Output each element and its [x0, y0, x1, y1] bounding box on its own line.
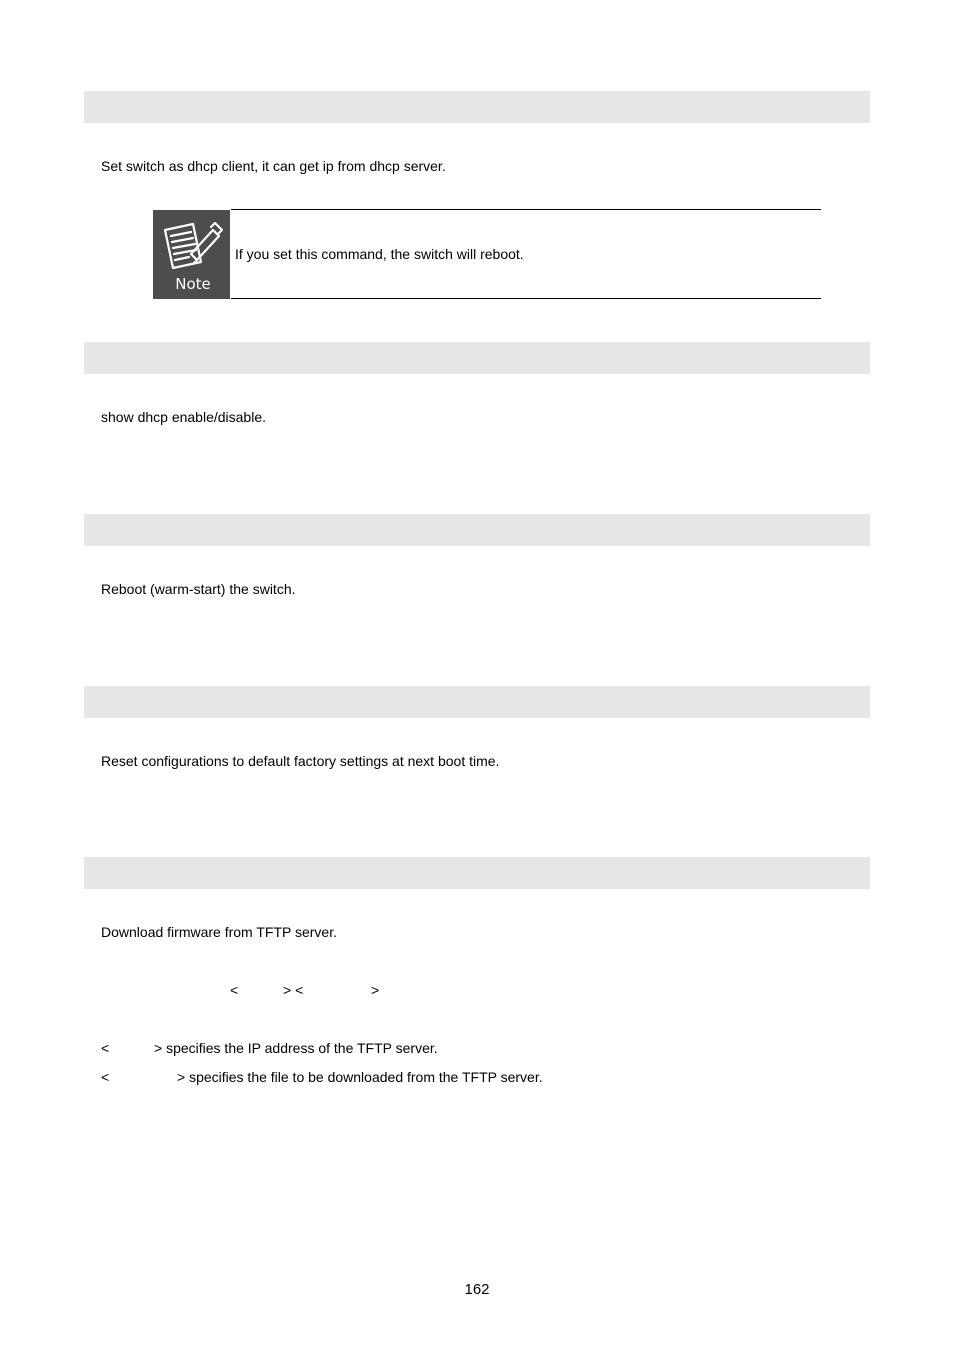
note-bottom-rule — [231, 298, 821, 299]
page-number: 162 — [464, 1281, 490, 1298]
syntax-bracket-pair: > < — [283, 982, 304, 998]
section-header-bar-5 — [84, 857, 870, 889]
section-header-bar-4 — [84, 686, 870, 718]
param-open-bracket-2: < — [101, 1069, 110, 1085]
section-header-bar-3 — [84, 514, 870, 546]
section-description-3: Reboot (warm-start) the switch. — [101, 581, 296, 597]
section-header-bar-1 — [84, 91, 870, 123]
param-description-2: > specifies the file to be downloaded from the TFTP server. — [177, 1069, 543, 1085]
note-text: If you set this command, the switch will reboot. — [235, 246, 524, 262]
section-header-bar-2 — [84, 342, 870, 374]
section-description-1: Set switch as dhcp client, it can get ip from dhcp server. — [101, 158, 446, 174]
syntax-open-bracket-1: < — [230, 982, 239, 998]
note-icon — [153, 210, 230, 299]
syntax-close-bracket-2: > — [371, 982, 380, 998]
note-top-rule — [231, 209, 821, 210]
param-open-bracket-1: < — [101, 1040, 110, 1056]
section-description-5: Download firmware from TFTP server. — [101, 924, 337, 940]
note-box — [153, 209, 821, 299]
section-description-2: show dhcp enable/disable. — [101, 409, 267, 425]
param-description-1: > specifies the IP address of the TFTP server. — [154, 1040, 438, 1056]
section-description-4: Reset configurations to default factory settings at next boot time. — [101, 753, 500, 769]
note-icon-label: Note — [175, 275, 211, 293]
